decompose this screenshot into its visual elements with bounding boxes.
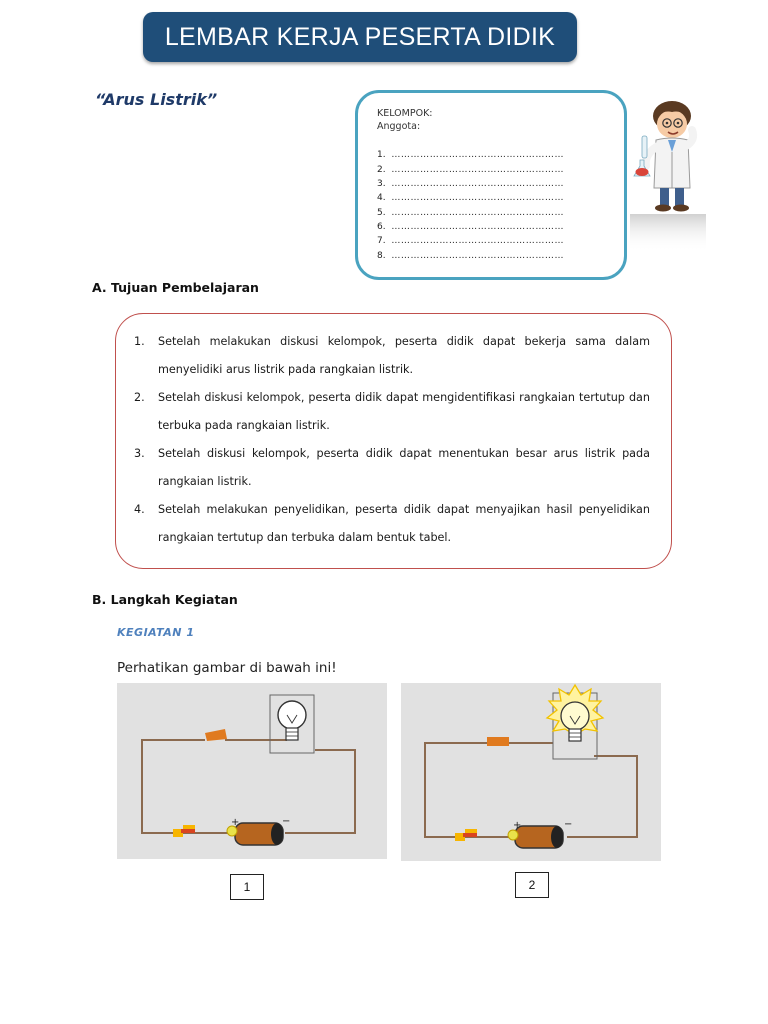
objective-item — [134, 440, 650, 496]
worksheet-title: LEMBAR KERJA PESERTA DIDIK — [164, 22, 556, 51]
figure-2-label: 2 — [515, 872, 549, 898]
battery-plus-sign: + — [231, 817, 240, 828]
objective-item — [134, 384, 650, 440]
member-blank: ……………………………………………… — [391, 179, 565, 189]
member-line[interactable] — [377, 208, 564, 218]
activity-label: KEGIATAN 1 — [117, 626, 195, 639]
member-line[interactable] — [377, 165, 564, 175]
member-blank: ……………………………………………… — [391, 208, 565, 218]
member-number: 2. — [377, 165, 386, 175]
battery-plus-sign: + — [513, 820, 522, 831]
circuit-figure-1 — [117, 683, 387, 859]
member-line[interactable] — [377, 179, 564, 189]
member-number: 6. — [377, 222, 386, 232]
objective-text: Setelah melakukan penyelidikan, peserta didik dapat menyajikan hasil penyelidikan rangkaian tertutup dan terbuka dalam bentuk tabel. — [158, 503, 650, 544]
closed-switch — [487, 737, 509, 746]
member-blank: ……………………………………………… — [391, 165, 565, 175]
figure-1-label: 1 — [230, 874, 264, 900]
kelompok-label: KELOMPOK: — [377, 108, 433, 119]
member-blank: ……………………………………………… — [391, 236, 565, 246]
objective-text: Setelah diskusi kelompok, peserta didik dapat mengidentifikasi rangkaian tertutup dan terbuka pada rangkaian listrik. — [158, 391, 650, 432]
worksheet-title-banner — [143, 12, 577, 62]
member-number: 7. — [377, 236, 386, 246]
member-blank: ……………………………………………… — [391, 222, 565, 232]
objective-item — [134, 496, 650, 552]
objective-number: 4. — [134, 503, 145, 516]
circuit-figure-2 — [401, 683, 661, 861]
objective-number: 3. — [134, 447, 145, 460]
member-blank: ……………………………………………… — [391, 251, 565, 261]
member-number: 3. — [377, 179, 386, 189]
scientist-illustration — [628, 96, 708, 256]
objective-text: Setelah melakukan diskusi kelompok, peserta didik dapat bekerja sama dalam menyelidiki arus listrik pada rangkaian listrik. — [158, 335, 650, 376]
section-b-heading: B. Langkah Kegiatan — [92, 592, 238, 607]
group-members-box — [355, 90, 627, 280]
instruction-text: Perhatikan gambar di bawah ini! — [117, 660, 337, 676]
member-number: 4. — [377, 193, 386, 203]
member-line[interactable] — [377, 222, 564, 232]
member-blank: ……………………………………………… — [391, 193, 565, 203]
objective-item — [134, 328, 650, 384]
battery-minus-sign: − — [282, 816, 291, 827]
section-a-heading: A. Tujuan Pembelajaran — [92, 280, 259, 295]
member-number: 5. — [377, 208, 386, 218]
topic-title: “Arus Listrik” — [95, 90, 218, 109]
member-line[interactable] — [377, 251, 564, 261]
member-number: 1. — [377, 150, 386, 160]
objective-text: Setelah diskusi kelompok, peserta didik dapat menentukan besar arus listrik pada rangkaian listrik. — [158, 447, 650, 488]
member-line[interactable] — [377, 150, 564, 160]
member-blank: ……………………………………………… — [391, 150, 565, 160]
objective-number: 1. — [134, 335, 145, 348]
objective-number: 2. — [134, 391, 145, 404]
member-line[interactable] — [377, 193, 564, 203]
battery-minus-sign: − — [564, 819, 573, 830]
objectives-list — [134, 328, 650, 552]
anggota-label: Anggota: — [377, 121, 421, 132]
member-number: 8. — [377, 251, 386, 261]
member-line[interactable] — [377, 236, 564, 246]
learning-objectives-box — [115, 313, 672, 569]
